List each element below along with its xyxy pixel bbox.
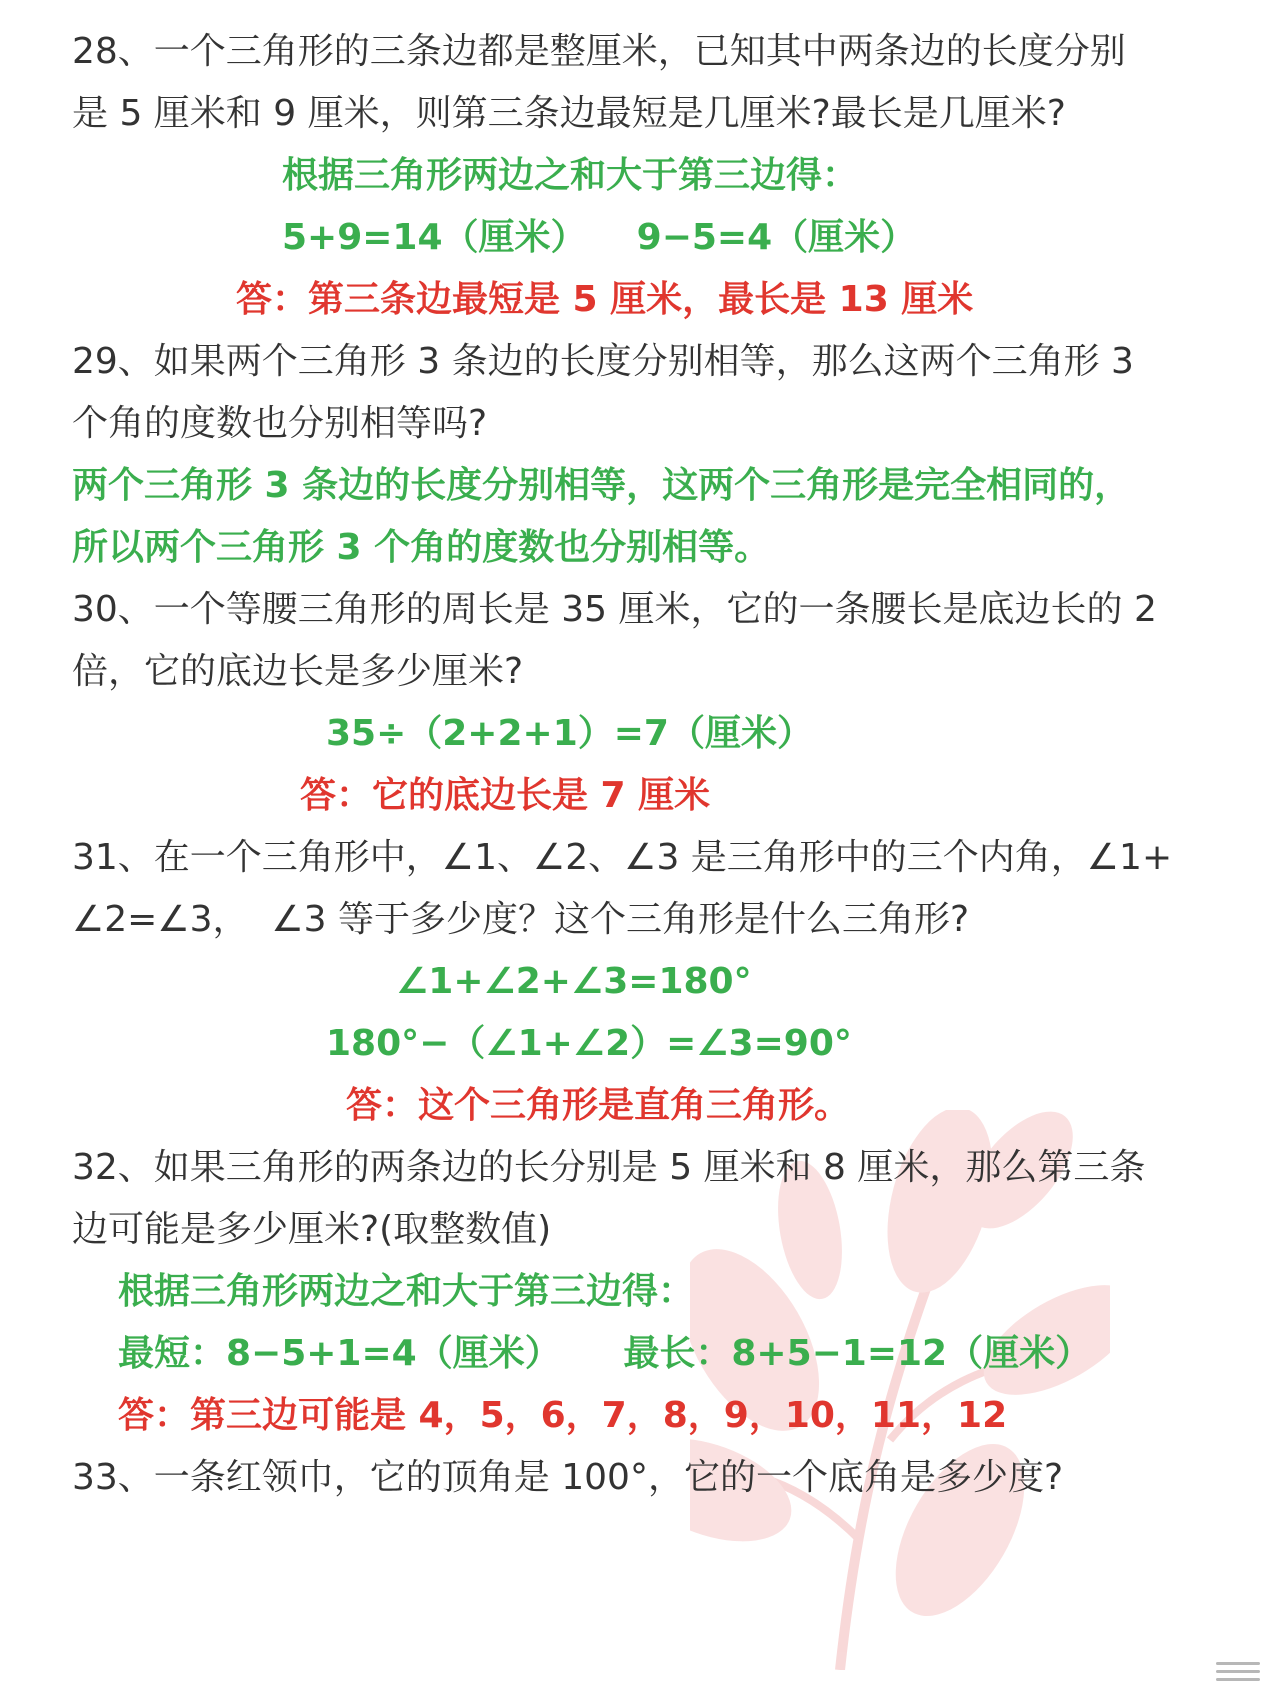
- menu-handle-icon[interactable]: [1216, 1662, 1260, 1692]
- q31-working-1: ∠1+∠2+∠3=180°: [396, 961, 752, 1002]
- q32-answer: 答：第三边可能是 4，5，6，7，8，9，10，11，12: [118, 1395, 1008, 1436]
- q31-working-2: 180°−（∠1+∠2）=∠3=90°: [326, 1023, 852, 1064]
- q29-line-2: 个角的度数也分别相等吗?: [72, 403, 488, 444]
- q32-line-2: 边可能是多少厘米?(取整数值): [72, 1209, 552, 1250]
- q31-line-2: ∠2=∠3， ∠3 等于多少度？这个三角形是什么三角形?: [72, 899, 970, 940]
- leaf-decoration: [690, 1110, 1110, 1670]
- q32-line-1: 32、如果三角形的两条边的长分别是 5 厘米和 8 厘米，那么第三条: [72, 1147, 1146, 1188]
- q30-answer: 答：它的底边长是 7 厘米: [300, 775, 711, 816]
- q28-line-2: 是 5 厘米和 9 厘米，则第三条边最短是几厘米?最长是几厘米?: [72, 93, 1066, 134]
- q31-answer: 答：这个三角形是直角三角形。: [346, 1085, 851, 1126]
- q28-answer: 答：第三条边最短是 5 厘米，最长是 13 厘米: [236, 279, 974, 320]
- q28-line-1: 28、一个三角形的三条边都是整厘米，已知其中两条边的长度分别: [72, 31, 1126, 72]
- q33-line-1: 33、一条红领巾，它的顶角是 100°，它的一个底角是多少度?: [72, 1457, 1064, 1498]
- q28-working-1: 根据三角形两边之和大于第三边得：: [282, 155, 859, 196]
- q30-line-1: 30、一个等腰三角形的周长是 35 厘米，它的一条腰长是底边长的 2: [72, 589, 1157, 630]
- q31-line-1: 31、在一个三角形中，∠1、∠2、∠3 是三角形中的三个内角，∠1+: [72, 837, 1173, 878]
- q29-line-1: 29、如果两个三角形 3 条边的长度分别相等，那么这两个三角形 3: [72, 341, 1134, 382]
- q29-answer-1: 两个三角形 3 条边的长度分别相等，这两个三角形是完全相同的，: [72, 465, 1131, 506]
- q29-answer-2: 所以两个三角形 3 个角的度数也分别相等。: [72, 527, 771, 568]
- q30-line-2: 倍，它的底边长是多少厘米?: [72, 651, 524, 692]
- q28-working-2: 5+9=14（厘米） 9−5=4（厘米）: [282, 217, 917, 258]
- q32-working-2: 最短：8−5+1=4（厘米） 最长：8+5−1=12（厘米）: [118, 1333, 1092, 1374]
- q32-working-1: 根据三角形两边之和大于第三边得：: [118, 1271, 695, 1312]
- q30-working: 35÷（2+2+1）=7（厘米）: [326, 713, 813, 754]
